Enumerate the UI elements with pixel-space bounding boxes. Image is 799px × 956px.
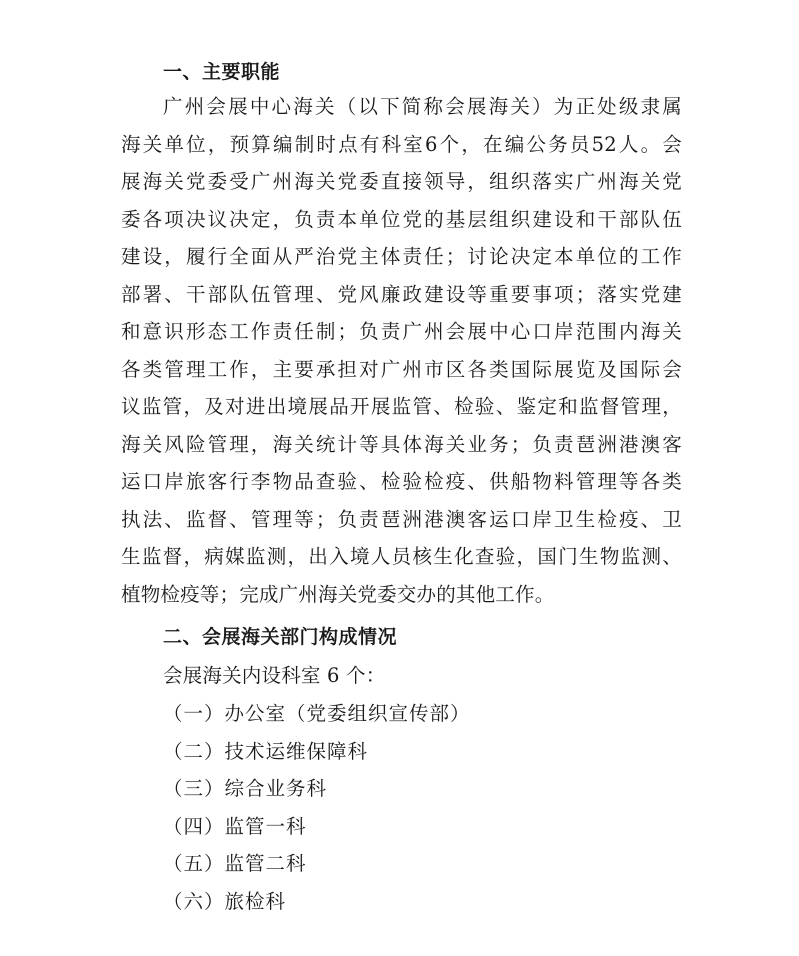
paragraph-line: 和意识形态工作责任制；负责广州会展中心口岸范围内海关 [121, 320, 682, 343]
paragraph-line: 展海关党委受广州海关党委直接领导，组织落实广州海关党 [121, 170, 682, 193]
list-item: （四）监管一科 [163, 814, 307, 838]
paragraph-line: 海关单位，预算编制时点有科室6个，在编公务员52人。会 [121, 132, 682, 156]
paragraph-line: 各类管理工作，主要承担对广州市区各类国际展览及国际会 [121, 357, 682, 381]
paragraph-line: 部署、干部队伍管理、党风廉政建设等重要事项；落实党建 [121, 282, 682, 306]
list-item: （三）综合业务科 [163, 777, 328, 800]
section-2-heading: 二、会展海关部门构成情况 [163, 626, 398, 648]
paragraph-line: 议监管，及对进出境展品开展监管、检验、鉴定和监督管理， [121, 395, 682, 418]
list-item: （二）技术运维保障科 [163, 739, 369, 763]
paragraph-line: 广州会展中心海关（以下简称会展海关）为正处级隶属 [163, 95, 682, 118]
section-2-intro: 会展海关内设科室 6 个： [163, 664, 386, 687]
paragraph-line: 生监督，病媒监测，出入境人员核生化查验，国门生物监测、 [121, 545, 682, 568]
paragraph-line: 海关风险管理，海关统计等具体海关业务；负责琶洲港澳客 [121, 432, 682, 456]
list-item: （一）办公室（党委组织宣传部） [163, 702, 471, 725]
paragraph-line: 运口岸旅客行李物品查验、检验检疫、供船物料管理等各类 [121, 470, 682, 493]
list-item: （五）监管二科 [163, 852, 307, 875]
paragraph-line: 建设，履行全面从严治党主体责任；讨论决定本单位的工作 [121, 245, 682, 268]
paragraph-line: 植物检疫等；完成广州海关党委交办的其他工作。 [121, 582, 555, 606]
paragraph-line: 执法、监督、管理等；负责琶洲港澳客运口岸卫生检疫、卫 [121, 507, 682, 531]
paragraph-line: 委各项决议决定，负责本单位党的基层组织建设和干部队伍 [121, 207, 682, 231]
section-1-heading: 一、主要职能 [163, 61, 281, 83]
list-item: （六）旅检科 [163, 889, 287, 913]
